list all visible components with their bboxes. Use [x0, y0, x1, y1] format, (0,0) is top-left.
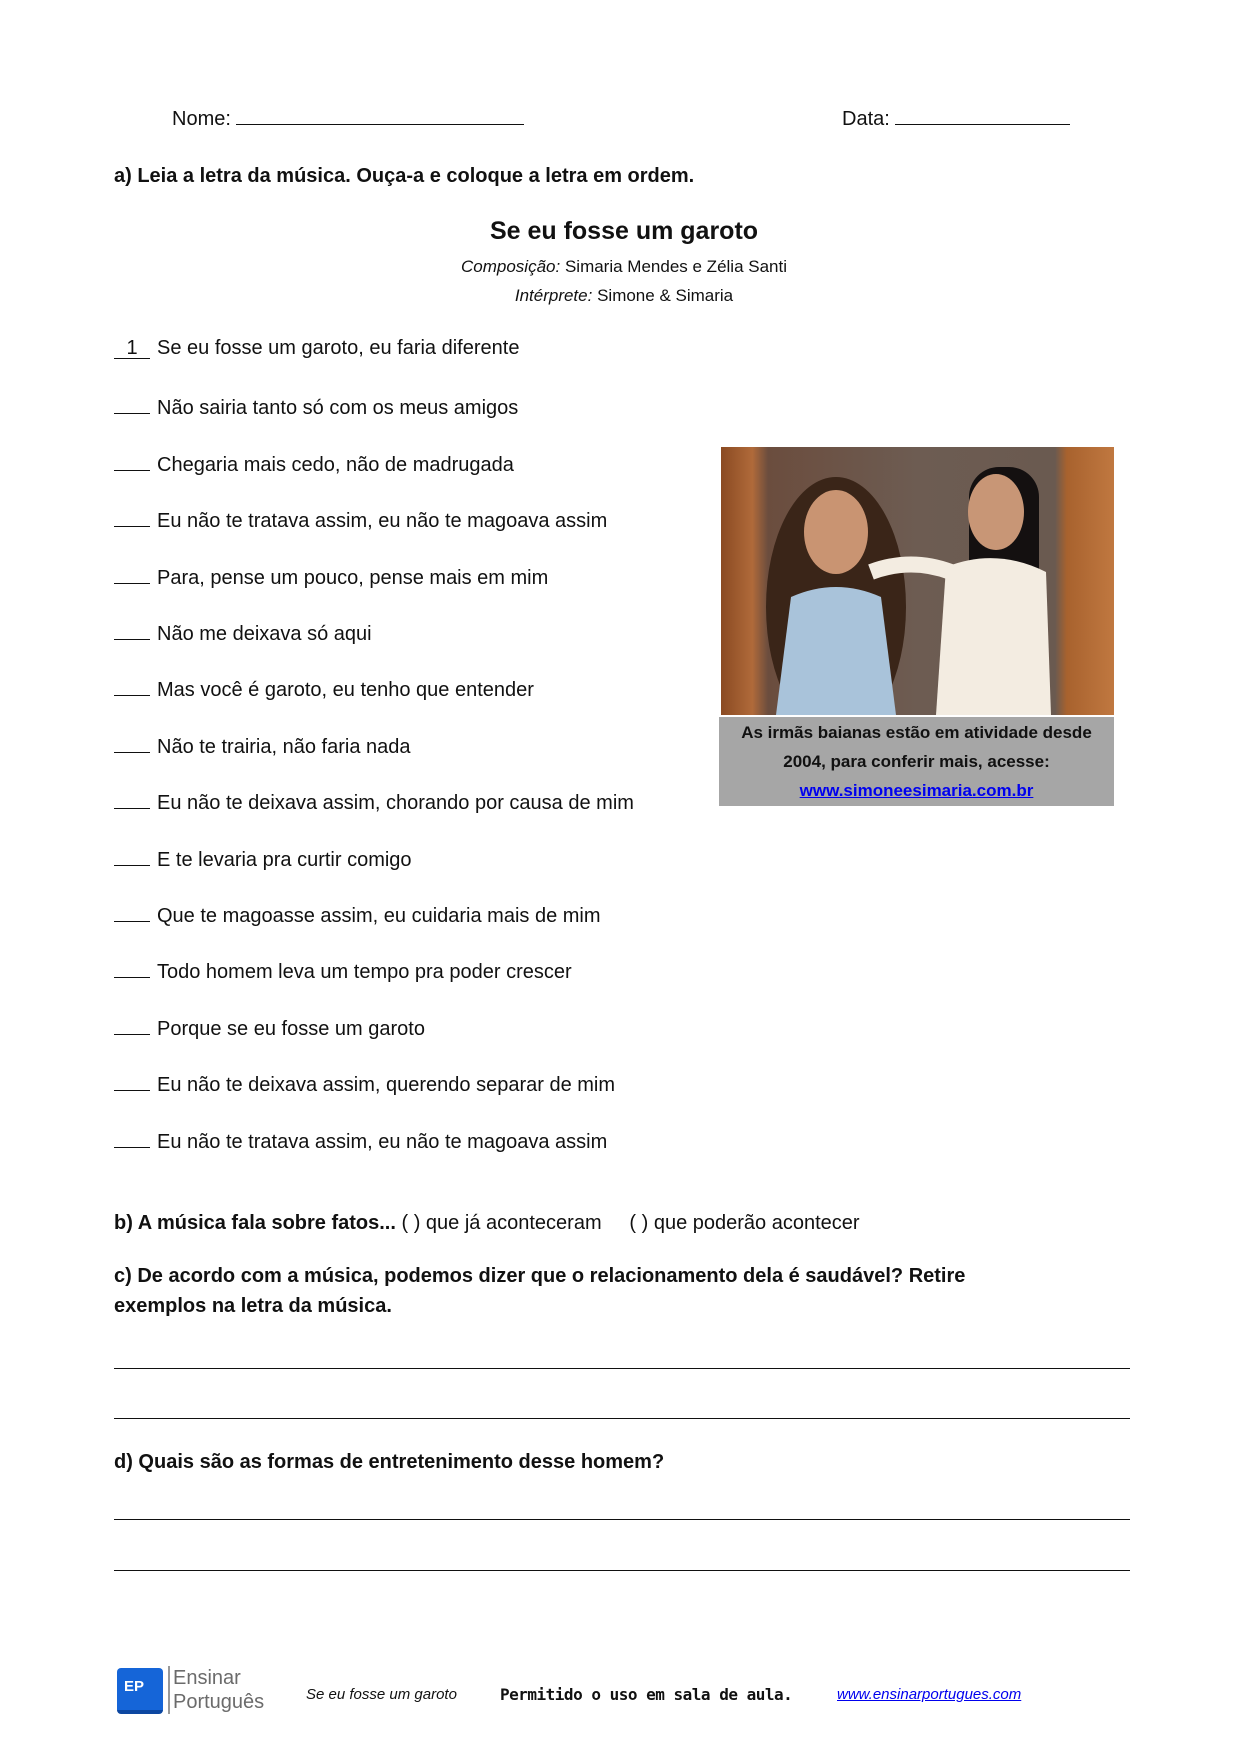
logo-badge: EP: [117, 1668, 163, 1714]
order-blank[interactable]: [114, 563, 150, 584]
question-b-label: b) A música fala sobre fatos...: [114, 1212, 396, 1234]
lyric-text: Chegaria mais cedo, não de madrugada: [157, 453, 514, 476]
lyric-text: Se eu fosse um garoto, eu faria diferente: [157, 337, 520, 359]
lyric-line: [114, 957, 572, 984]
performer-label: Intérprete:: [514, 286, 593, 305]
lyric-line: [114, 732, 411, 759]
photo-caption: [719, 717, 1114, 806]
answer-line-d-2[interactable]: [114, 1570, 1130, 1571]
artist-website-link[interactable]: www.simoneesimaria.com.br: [799, 781, 1034, 800]
lyric-line: [114, 675, 534, 702]
lyric-text: Para, pense um pouco, pense mais em mim: [157, 566, 549, 589]
performer-value: Simone & Simaria: [597, 286, 734, 305]
question-d: d) Quais são as formas de entretenimento desse homem?: [114, 1451, 665, 1473]
question-b: [114, 1212, 860, 1235]
lyric-text: Não te trairia, não faria nada: [157, 735, 411, 758]
lyric-line: [114, 619, 372, 646]
question-c-line-1: c) De acordo com a música, podemos dizer que o relacionamento dela é saudável? Retire: [114, 1265, 966, 1287]
order-blank[interactable]: [114, 1014, 150, 1035]
date-blank[interactable]: [895, 107, 1070, 125]
composition-value: Simaria Mendes e Zélia Santi: [564, 257, 787, 276]
question-c-line-2: exemplos na letra da música.: [114, 1295, 392, 1317]
composition-label: Composição:: [461, 257, 561, 276]
song-title: Se eu fosse um garoto: [489, 217, 759, 245]
caption-line-2: 2004, para conferir mais, acesse:: [783, 752, 1050, 771]
footer-doc-title: Se eu fosse um garoto: [306, 1686, 457, 1703]
lyric-text: Não me deixava só aqui: [157, 623, 372, 645]
date-label: Data:: [842, 108, 890, 130]
order-blank[interactable]: [114, 1070, 150, 1091]
option-past[interactable]: ( ) que já aconteceram: [401, 1212, 602, 1234]
order-blank[interactable]: [114, 619, 150, 640]
photo-illustration: [721, 447, 1114, 715]
lyric-text: Todo homem leva um tempo pra poder crescer: [157, 961, 572, 984]
order-blank[interactable]: [114, 393, 150, 414]
lyric-line: [114, 506, 607, 533]
lyric-text: Eu não te tratava assim, eu não te magoava assim: [157, 1130, 608, 1153]
lyric-line: [114, 901, 601, 928]
lyric-text: Eu não te deixava assim, chorando por causa de mim: [157, 792, 634, 815]
lyric-line: [114, 337, 519, 360]
logo-line-2: Português: [173, 1691, 265, 1713]
logo-line-1: Ensinar: [173, 1667, 241, 1689]
lyric-line: [114, 845, 412, 872]
artists-photo: [721, 447, 1114, 715]
footer-website-link[interactable]: www.ensinarportugues.com: [837, 1686, 1022, 1703]
lyric-line: [114, 1070, 615, 1097]
lyric-line: [114, 563, 548, 590]
lyric-text: Eu não te deixava assim, querendo separar de mim: [157, 1074, 616, 1097]
lyric-line: [114, 788, 634, 815]
lyric-text: Eu não te tratava assim, eu não te magoava assim: [157, 510, 608, 533]
lyric-line: [114, 450, 514, 477]
order-blank[interactable]: [114, 845, 150, 866]
order-blank[interactable]: [114, 675, 150, 696]
question-a: a) Leia a letra da música. Ouça-a e coloque a letra em ordem.: [114, 165, 695, 187]
answer-line-c-2[interactable]: [114, 1418, 1130, 1419]
lyric-text: Não sairia tanto só com os meus amigos: [157, 397, 519, 420]
footer-permission: Permitido o uso em sala de aula.: [500, 1685, 793, 1704]
name-blank[interactable]: [236, 107, 524, 125]
lyric-text: Que te magoasse assim, eu cuidaria mais de mim: [157, 905, 601, 927]
lyric-text: Mas você é garoto, eu tenho que entender: [157, 679, 534, 702]
caption-line-1: As irmãs baianas estão em atividade desde: [741, 723, 1092, 742]
logo-text: [168, 1666, 264, 1714]
name-label: Nome:: [172, 108, 231, 130]
order-blank[interactable]: [114, 957, 150, 978]
song-composition: [0, 257, 1240, 277]
name-field[interactable]: [172, 107, 524, 131]
song-performer: [0, 286, 1240, 306]
order-blank[interactable]: [114, 788, 150, 809]
lyric-line: [114, 1127, 607, 1154]
answer-line-c-1[interactable]: [114, 1368, 1130, 1369]
answer-line-d-1[interactable]: [114, 1519, 1130, 1520]
order-blank[interactable]: [114, 1127, 150, 1148]
lyric-text: Porque se eu fosse um garoto: [157, 1017, 425, 1040]
order-blank[interactable]: [114, 901, 150, 922]
order-blank[interactable]: [114, 732, 150, 753]
lyric-line: [114, 1014, 425, 1041]
date-field[interactable]: [842, 107, 1070, 131]
lyric-text: E te levaria pra curtir comigo: [157, 848, 412, 871]
lyric-line: [114, 393, 518, 420]
order-blank[interactable]: [114, 450, 150, 471]
option-future[interactable]: ( ) que poderão acontecer: [629, 1212, 860, 1234]
order-blank[interactable]: [114, 506, 150, 527]
order-blank[interactable]: 1: [114, 338, 150, 359]
